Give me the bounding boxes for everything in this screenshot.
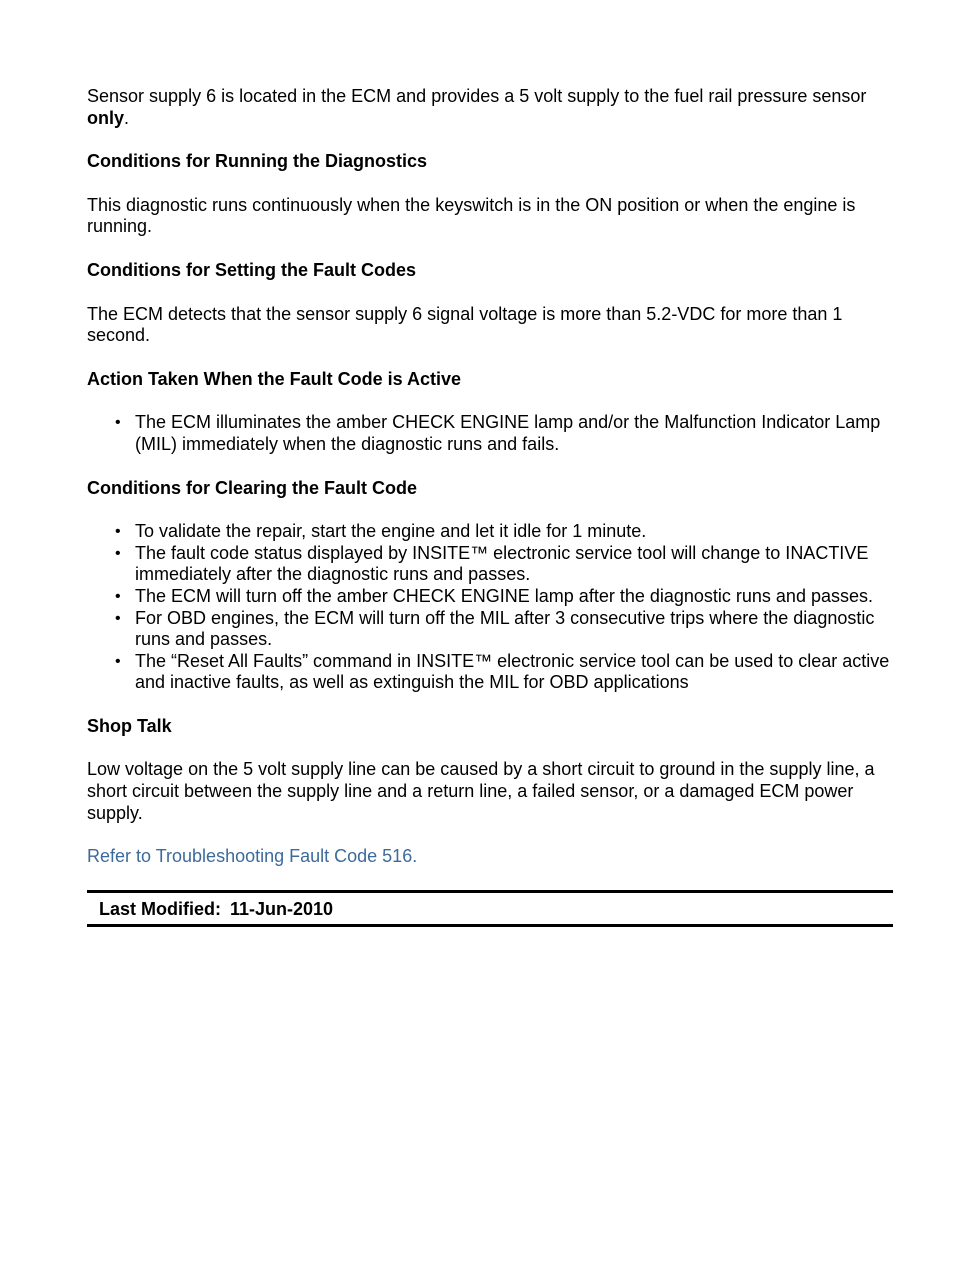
running-body: This diagnostic runs continuously when the keyswitch is in the ON position or when the engine is running. <box>87 194 856 237</box>
last-modified-bar <box>87 890 893 927</box>
list-item: • The ECM will turn off the amber CHECK ENGINE lamp after the diagnostic runs and passes. <box>135 586 893 608</box>
document-page <box>87 86 893 927</box>
clearing-heading: Conditions for Clearing the Fault Code <box>87 477 417 498</box>
intro-text: Sensor supply 6 is located in the ECM and provides a 5 volt supply to the fuel rail pressure sensor <box>87 86 867 106</box>
action-list <box>87 412 893 455</box>
list-item: • The fault code status displayed by INSITE™ electronic service tool will change to INACTIVE immediately after the diagnostic runs and passes. <box>135 543 893 586</box>
shop-talk-body: Low voltage on the 5 volt supply line can be caused by a short circuit to ground in the supply line, a short circuit between the supply line and a return line, a failed sensor, or a damaged ECM power supply. <box>87 759 875 823</box>
list-item: • The “Reset All Faults” command in INSITE™ electronic service tool can be used to clear active and inactive faults, as well as extinguish the MIL for OBD applications <box>135 651 893 694</box>
link-paragraph <box>87 846 893 868</box>
intro-period: . <box>124 107 130 128</box>
fault-code-516-link[interactable]: Refer to Troubleshooting Fault Code 516. <box>87 846 418 867</box>
running-heading: Conditions for Running the Diagnostics <box>87 151 427 172</box>
list-item: • To validate the repair, start the engine and let it idle for 1 minute. <box>135 521 893 543</box>
list-item: • The ECM illuminates the amber CHECK ENGINE lamp and/or the Malfunction Indicator Lamp (MIL) immediately when the diagnostic runs and fails. <box>135 412 893 455</box>
clearing-list <box>87 521 893 694</box>
last-modified-date: 11-Jun-2010 <box>230 898 334 919</box>
intro-emphasis: only <box>87 107 125 128</box>
list-item: • For OBD engines, the ECM will turn off the MIL after 3 consecutive trips where the diagnostic runs and passes. <box>135 608 893 651</box>
setting-body: The ECM detects that the sensor supply 6 signal voltage is more than 5.2-VDC for more than 1 second. <box>87 303 843 346</box>
last-modified-label: Last Modified: <box>99 898 221 919</box>
intro-paragraph <box>87 86 893 129</box>
shop-talk-heading: Shop Talk <box>87 715 172 736</box>
setting-heading: Conditions for Setting the Fault Codes <box>87 259 416 280</box>
action-heading: Action Taken When the Fault Code is Active <box>87 368 462 389</box>
